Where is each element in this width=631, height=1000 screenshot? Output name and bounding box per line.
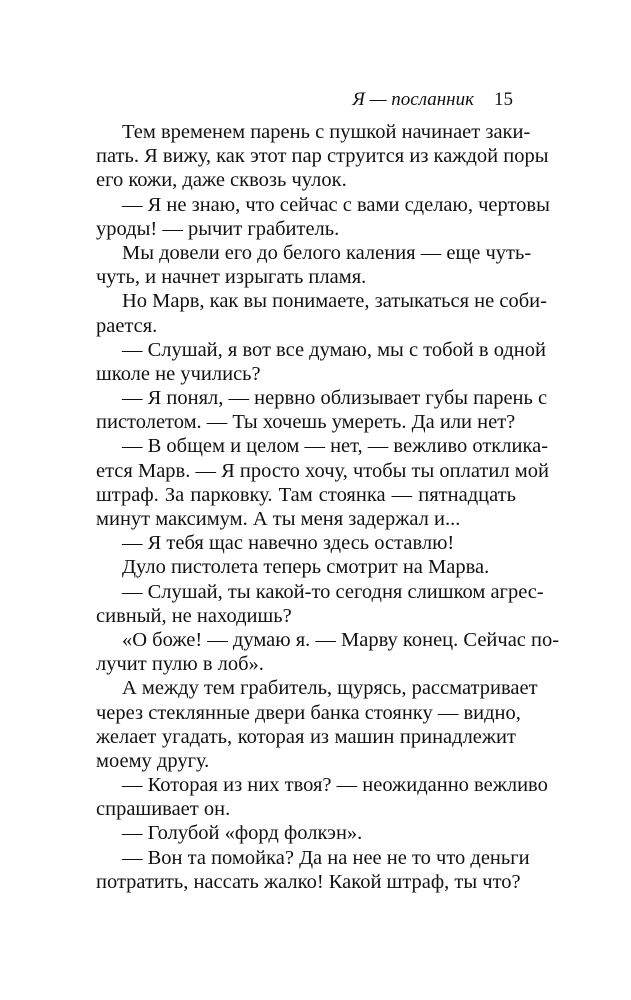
text-line: через стеклянные двери банка стоянку — видно, (96, 701, 521, 724)
text-line: Мы довели его до белого каления — еще чуть- (122, 241, 532, 264)
text-line: А между тем грабитель, щурясь, рассматривает (122, 677, 538, 700)
text-line: чуть, и начнет изрыгать пламя. (96, 266, 367, 289)
text-line: — Слушай, я вот все думаю, мы с тобой в одной (122, 338, 546, 361)
text-line: рается. (96, 314, 158, 337)
text-line: — Слушай, ты какой-то сегодня слишком агрес- (122, 580, 544, 603)
text-line: штраф. За парковку. Там стоянка — пятнадцать (96, 483, 516, 506)
text-line: пать. Я вижу, как этот пар струится из каждой поры (96, 145, 549, 168)
text-line: потратить, нассать жалко! Какой штраф, ты что? (96, 870, 521, 893)
text-line: лучит пулю в лоб». (96, 653, 264, 676)
text-line: сивный, не находишь? (96, 604, 292, 627)
text-line: пистолетом. — Ты хочешь умереть. Да или нет? (96, 411, 516, 434)
text-line: — Я тебя щас навечно здесь оставлю! (122, 532, 455, 555)
text-line: уроды! — рычит грабитель. (96, 217, 340, 240)
text-line: — Вон та помойка? Да на нее не то что деньги (122, 846, 530, 869)
text-line: — Голубой «форд фолкэн». (122, 822, 363, 845)
text-line: желает угадать, которая из машин принадлежит (96, 725, 516, 748)
text-line: — В общем и целом — нет, — вежливо отклика- (122, 435, 549, 458)
text-line: минут максимум. А ты меня задержал и... (96, 508, 461, 530)
text-line: спрашивает он. (96, 798, 231, 821)
text-line: «О боже! — думаю я. — Марву конец. Сейчас по- (122, 628, 560, 651)
text-line: ется Марв. — Я просто хочу, чтобы ты оплатил мой (96, 459, 549, 482)
text-line: Дуло пистолета теперь смотрит на Марва. (122, 556, 490, 579)
running-head-title: Я — посланник (352, 89, 474, 110)
text-line: Но Марв, как вы понимаете, затыкаться не соби- (122, 290, 547, 313)
text-line: — Которая из них твоя? — неожиданно вежливо (122, 774, 548, 797)
text-line: Тем временем парень с пушкой начинает заки- (122, 121, 531, 143)
text-line: моему другу. (96, 749, 210, 772)
text-line: школе не учились? (96, 362, 261, 385)
page-number: 15 (494, 89, 513, 110)
running-head (352, 88, 513, 112)
body-text (96, 120, 560, 894)
text-line: — Я не знаю, что сейчас с вами сделаю, чертовы (122, 193, 550, 216)
text-line: — Я понял, — нервно облизывает губы парень с (122, 387, 548, 410)
text-line: его кожи, даже сквозь чулок. (96, 169, 347, 192)
